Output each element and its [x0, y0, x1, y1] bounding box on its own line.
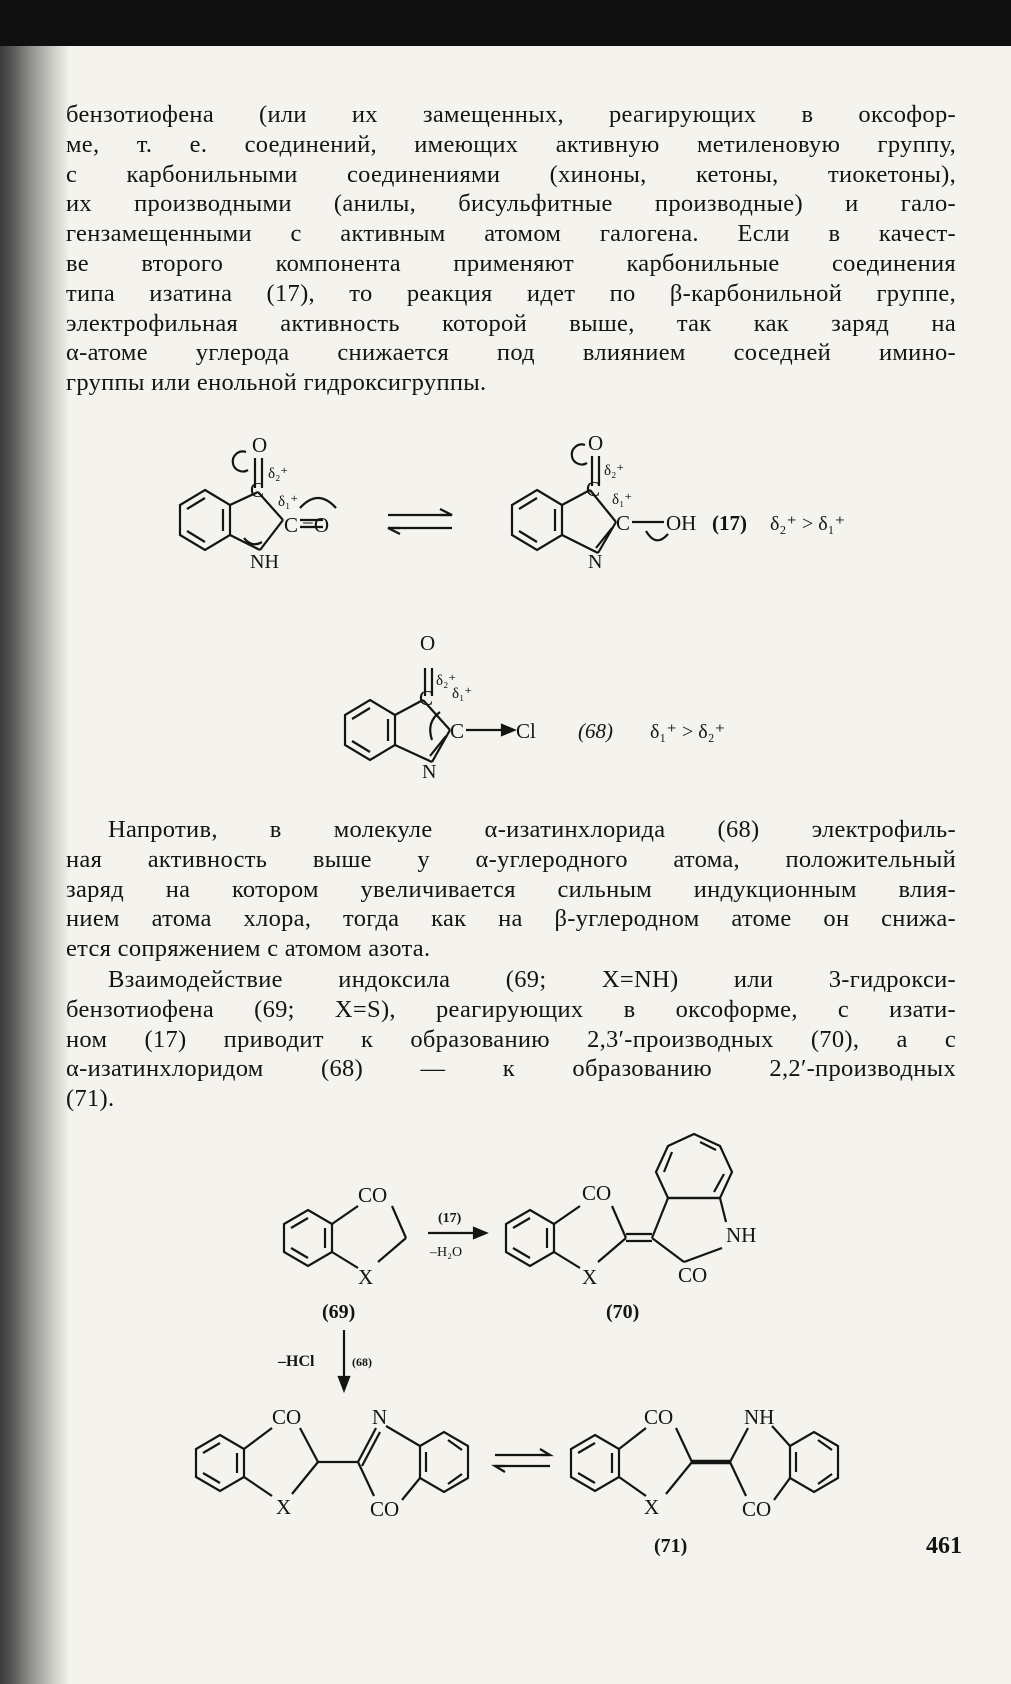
text-line: типа изатина (17), то реакция идет по β-карбонильной группе, [66, 279, 956, 307]
charge-delta1: δ₁⁺ [612, 492, 633, 508]
atom-X: X [644, 1495, 660, 1519]
atom-C: C [450, 719, 465, 743]
charge-relation: δ₂⁺ > δ₁⁺ [770, 513, 846, 535]
compound-label: (70) [606, 1301, 640, 1323]
atom-C: C [419, 686, 434, 710]
text-line: ме, т. е. соединений, имеющих активную метиленовую группу, [66, 130, 956, 158]
charge-delta1: δ₁⁺ [452, 686, 473, 702]
atom-OH: OH [666, 511, 697, 535]
text-line: нием атома хлора, тогда как на β-углеродном атоме он снижа- [66, 905, 956, 933]
charge-relation: δ₁⁺ > δ₂⁺ [650, 721, 726, 743]
group-CO: CO [644, 1405, 674, 1429]
compound-label: (17) [712, 511, 747, 535]
group-CO: CO [582, 1181, 612, 1205]
reagent-label: (68) [352, 1355, 372, 1369]
text-line: бензотиофена (или их замещенных, реагирующих в оксофор- [66, 101, 956, 128]
atom-NH: NH [250, 551, 279, 573]
compound-label: (68) [578, 719, 613, 743]
text-line: с карбонильными соединениями (хиноны, кетоны, тиокетоны), [66, 160, 956, 188]
atom-N: N [422, 761, 437, 783]
group-CO: CO [678, 1263, 708, 1287]
atom-Cl: Cl [516, 719, 536, 743]
benzene-ring [420, 1432, 468, 1492]
atom-X: X [582, 1265, 598, 1289]
text-line: электрофильная активность которой выше, так как заряд на [66, 309, 956, 337]
reagent-label: –HCl [278, 1353, 315, 1370]
text-line: Напротив, в молекуле α-изатинхлорида (68) электрофиль- [108, 816, 956, 843]
group-CO: CO [370, 1497, 400, 1521]
text-line: ном (17) приводит к образованию 2,3′-производных (70), а с [66, 1025, 956, 1053]
text-line: гензамещенными с активным атомом галогена. Если в качест- [66, 220, 956, 248]
reagent-label: (17) [438, 1211, 462, 1226]
atom-X: X [276, 1495, 292, 1519]
compound-label: (71) [654, 1535, 688, 1557]
atom-O: O [252, 433, 268, 457]
group-CO: CO [358, 1183, 388, 1207]
text-line: бензотиофена (69; X=S), реагирующих в оксоформе, с изати- [66, 995, 956, 1023]
atom-C: C [284, 513, 299, 537]
reagent-label: –H₂O [430, 1245, 463, 1260]
text-line: ется сопряжением с атомом азота. [66, 935, 431, 963]
charge-delta2: δ₂⁺ [268, 466, 289, 482]
charge-delta2: δ₂⁺ [604, 463, 625, 479]
atom-O: O [588, 431, 604, 455]
text-line: заряд на котором увеличивается сильным индукционным влия- [66, 875, 956, 903]
group-CO: CO [742, 1497, 772, 1521]
atom-C: C [250, 478, 265, 502]
group-NH: NH [744, 1405, 775, 1429]
text-line: ная активность выше у α-углеродного атома, положительный [66, 845, 956, 873]
group-NH: NH [726, 1223, 757, 1247]
text-line: α-изатинхлоридом (68) — к образованию 2,2′-производных [66, 1055, 956, 1083]
atom-X: X [358, 1265, 374, 1289]
text-line: (71). [66, 1085, 115, 1113]
atom-C: C [586, 477, 601, 501]
text-line: α-атоме углерода снижается под влиянием соседней имино- [66, 339, 956, 367]
atom-N: N [588, 551, 603, 573]
compound-label: (69) [322, 1301, 356, 1323]
page-number: 461 [926, 1533, 962, 1559]
atom-O: O [420, 631, 436, 655]
atom-O: =O [302, 513, 330, 537]
benzene-ring [790, 1432, 838, 1492]
text-line: группы или енольной гидроксигруппы. [66, 369, 487, 397]
text-line: их производными (анилы, бисульфитные производные) и гало- [66, 190, 956, 218]
text-line: Взаимодействие индоксила (69; X=NH) или 3-гидрокси- [108, 966, 956, 993]
atom-C: C [616, 511, 631, 535]
charge-delta2: δ₂⁺ [436, 673, 457, 689]
atom-N: N [372, 1405, 388, 1429]
group-CO: CO [272, 1405, 302, 1429]
charge-delta1: δ₁⁺ [278, 494, 299, 510]
text-line: ве второго компонента применяют карбонильные соединения [66, 249, 956, 277]
